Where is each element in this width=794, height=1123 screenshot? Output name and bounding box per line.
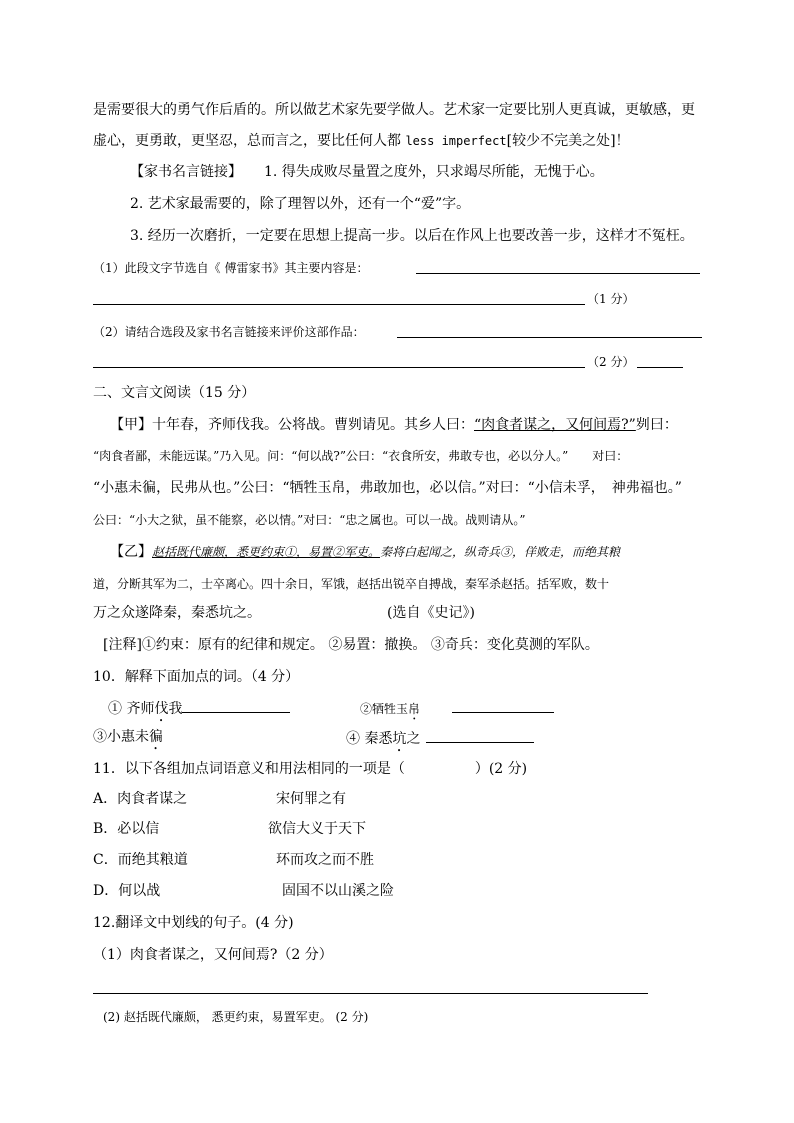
q12-sentence-1: （1）肉食者谋之，又何间焉?（2 分） <box>93 947 333 963</box>
q12-sentence-2: (2) 赵括既代廉颇， 悉更约束，易置军吏。 (2 分) <box>103 1010 369 1024</box>
q10-item-4: ④ 秦悉坑之 <box>346 728 534 755</box>
answer-line[interactable] <box>93 304 585 305</box>
q11-option-c[interactable]: C．而绝其粮道 <box>93 852 188 868</box>
source: (选自《史记》) <box>387 605 475 621</box>
annotation: [注释]①约束：原有的纪律和规定。 ②易置：撤换。 ③奇兵：变化莫测的军队。 <box>103 637 599 653</box>
q10-item-1: ① 齐师伐我 <box>108 698 290 725</box>
q12-title: 12.翻译文中划线的句子。(4 分) <box>93 915 294 931</box>
answer-line[interactable] <box>637 367 683 368</box>
q11-option-b[interactable]: B．必以信 <box>93 821 160 837</box>
quote-heading: 【家书名言链接】 <box>130 164 242 180</box>
q11-option-d-right: 固国不以山溪之险 <box>282 883 394 899</box>
jia-line-1: 【甲】十年春，齐师伐我。公将战。曹刿请见。其乡人曰：“肉食者谋之，又何间焉?”刿曰： <box>110 417 678 433</box>
english-phrase: less imperfect <box>405 134 507 148</box>
jia-line-2: “肉食者鄙，未能远谋。”乃入见。问：“何以战?”公曰：“衣食所安，弗敢专也，必以分人。” 对曰： <box>93 449 629 463</box>
passage-line-2: 虚心，更勇敢，更坚忍，总而言之，要比任何人都 less imperfect[较少不完美之处]！ <box>93 133 630 149</box>
q10-item-2: ②牺牲玉帛 <box>360 698 554 723</box>
answer-line[interactable] <box>416 273 700 274</box>
quote-line-3: 3. 经历一次磨折，一定要在思想上提高一步。以后在作风上也要改善一步，这样才不冤枉。 <box>130 228 694 244</box>
answer-blank[interactable] <box>426 728 534 743</box>
section-title: 二、文言文阅读（15 分） <box>93 385 256 401</box>
yi-line-2: 道，分断其军为二，士卒离心。四十余日，军饿，赵括出锐卒自搏战，秦军杀赵括。括军败，数十 <box>93 577 610 591</box>
jia-line-4: 公曰：“小大之狱，虽不能察，必以情。”对曰：“忠之属也。可以一战。战则请从。” <box>93 513 526 527</box>
answer-blank[interactable] <box>182 698 290 713</box>
answer-blank[interactable] <box>452 698 554 713</box>
underlined-sentence-2: 赵括既代廉颇，悉更约束①，易置②军吏。 <box>152 545 381 559</box>
q11-option-a[interactable]: A．肉食者谋之 <box>93 791 188 807</box>
q-fu-1: （1）此段文字节选自《 傅雷家书》其主要内容是： <box>93 261 369 275</box>
quote-line-1: 【家书名言链接】 1. 得失成败尽量置之度外，只求竭尽所能，无愧于心。 <box>130 164 604 180</box>
q11-option-a-right: 宋何罪之有 <box>276 791 346 807</box>
q-fu-2-score: （2 分） <box>587 355 635 369</box>
q-fu-2: （2）请结合选段及家书名言链接来评价这部作品： <box>93 325 365 339</box>
q10-item-3: ③小惠未徧 <box>93 729 163 745</box>
jia-line-3: “小惠未徧，民弗从也。”公曰：“牺牲玉帛，弗敢加也，必以信。”对曰：“小信未孚， 神弗福也。” <box>93 480 682 496</box>
yi-label: 【乙】 <box>110 544 152 560</box>
yi-line-3: 万之众遂降秦，秦悉坑之。 (选自《史记》) <box>93 605 475 621</box>
q11-option-c-right: 环而攻之而不胜 <box>276 852 374 868</box>
answer-line[interactable] <box>397 337 702 338</box>
q11-title: 11．以下各组加点词语意义和用法相同的一项是（ ）(2 分) <box>93 761 528 777</box>
q10-title: 10．解释下面加点的词。（4 分） <box>93 669 300 685</box>
jia-label: 【甲】 <box>110 417 152 433</box>
passage-line-1: 是需要很大的勇气作后盾的。所以做艺术家先要学做人。艺术家一定要比别人更真诚，更敏感，更 <box>93 102 695 118</box>
q-fu-1-score: （1 分） <box>587 292 635 306</box>
answer-line[interactable] <box>93 993 648 994</box>
q11-option-d[interactable]: D．何以战 <box>93 883 161 899</box>
answer-line[interactable] <box>93 367 585 368</box>
quote-line-2: 2. 艺术家最需要的，除了理智以外，还有一个“爱”字。 <box>130 196 471 212</box>
underlined-sentence-1: “肉食者谋之，又何间焉?” <box>474 417 636 433</box>
yi-line-1: 【乙】赵括既代廉颇，悉更约束①，易置②军吏。秦将白起闻之，纵奇兵③，佯败走，而绝其粮 <box>110 544 621 560</box>
q11-option-b-right: 欲信大义于天下 <box>268 821 366 837</box>
